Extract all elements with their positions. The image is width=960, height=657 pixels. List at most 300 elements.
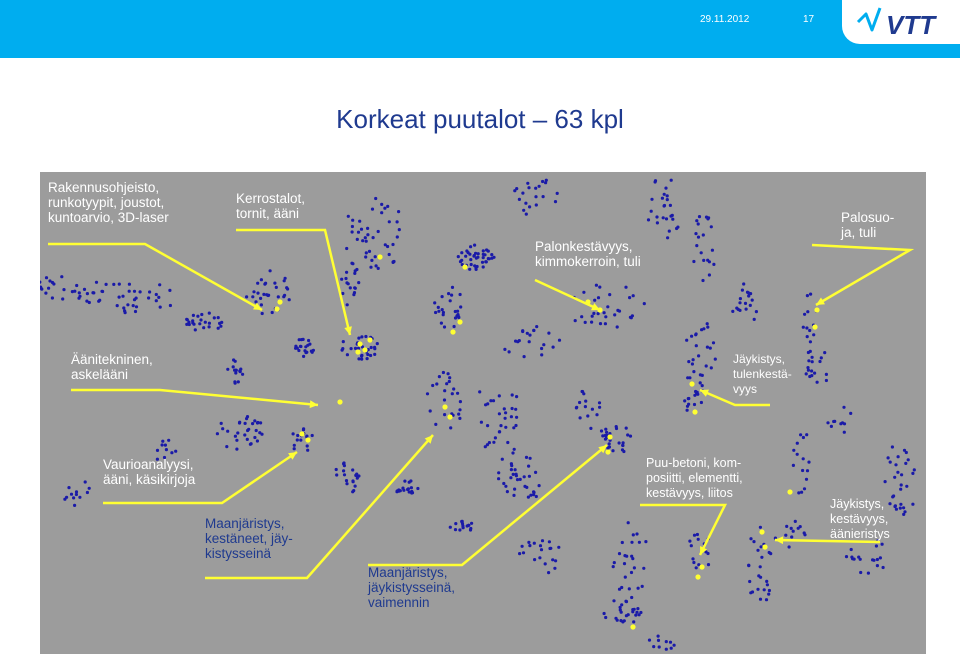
blue-dot — [448, 380, 451, 383]
blue-dot — [690, 335, 693, 338]
blue-dot — [706, 346, 709, 349]
blue-dot — [502, 482, 505, 485]
blue-dot — [803, 487, 806, 490]
blue-dot — [45, 276, 48, 279]
blue-dot — [354, 347, 357, 350]
blue-dot — [342, 462, 345, 465]
blue-dot — [470, 522, 473, 525]
blue-dot — [296, 438, 299, 441]
blue-dot — [551, 558, 554, 561]
blue-dot — [654, 180, 657, 183]
blue-dot — [73, 504, 76, 507]
blue-dot — [443, 413, 446, 416]
blue-dot — [534, 471, 537, 474]
blue-dot — [260, 433, 263, 436]
blue-dot — [532, 493, 535, 496]
blue-dot — [469, 245, 472, 248]
blue-dot — [352, 293, 355, 296]
blue-dot — [275, 286, 278, 289]
blue-dot — [518, 198, 521, 201]
blue-dot — [441, 295, 444, 298]
blue-dot — [805, 372, 808, 375]
blue-dot — [447, 372, 450, 375]
blue-dot — [671, 218, 674, 221]
blue-dot — [218, 322, 221, 325]
blue-dot — [192, 323, 195, 326]
blue-dot — [447, 292, 450, 295]
blue-dot — [813, 372, 816, 375]
blue-dot — [598, 406, 601, 409]
blue-dot — [492, 441, 495, 444]
blue-dot — [525, 456, 528, 459]
blue-dot — [292, 432, 295, 435]
blue-dot — [697, 236, 700, 239]
blue-dot — [365, 240, 368, 243]
blue-dot — [454, 528, 457, 531]
blue-dot — [62, 288, 65, 291]
blue-dot — [95, 281, 98, 284]
blue-dot — [747, 564, 750, 567]
blue-dot — [618, 588, 621, 591]
blue-dot — [522, 551, 525, 554]
blue-dot — [832, 420, 835, 423]
blue-dot — [118, 296, 121, 299]
blue-dot — [168, 289, 171, 292]
blue-dot — [473, 264, 476, 267]
blue-dot — [310, 350, 313, 353]
blue-dot — [98, 299, 101, 302]
blue-dot — [498, 430, 501, 433]
blue-dot — [884, 480, 887, 483]
blue-dot — [529, 457, 532, 460]
blue-dot — [691, 362, 694, 365]
yellow-dot — [277, 299, 282, 304]
blue-dot — [384, 243, 387, 246]
blue-dot — [618, 441, 621, 444]
blue-dot — [234, 371, 237, 374]
blue-dot — [695, 344, 698, 347]
blue-dot — [575, 406, 578, 409]
blue-dot — [480, 421, 483, 424]
blue-dot — [488, 441, 491, 444]
blue-dot — [632, 620, 635, 623]
blue-dot — [625, 600, 628, 603]
blue-dot — [217, 316, 220, 319]
blue-dot — [511, 451, 514, 454]
blue-dot — [638, 613, 641, 616]
blue-dot — [308, 343, 311, 346]
blue-dot — [100, 290, 103, 293]
blue-dot — [513, 448, 516, 451]
blue-dot — [399, 489, 402, 492]
blue-dot — [801, 469, 804, 472]
yellow-dot — [362, 347, 367, 352]
blue-dot — [630, 316, 633, 319]
blue-dot — [346, 353, 349, 356]
blue-dot — [360, 335, 363, 338]
blue-dot — [745, 308, 748, 311]
blue-dot — [603, 311, 606, 314]
blue-dot — [759, 565, 762, 568]
blue-dot — [366, 353, 369, 356]
blue-dot — [533, 542, 536, 545]
blue-dot — [792, 464, 795, 467]
blue-dot — [65, 496, 68, 499]
blue-dot — [519, 478, 522, 481]
blue-dot — [357, 337, 360, 340]
blue-dot — [631, 608, 634, 611]
blue-dot — [534, 187, 537, 190]
blue-dot — [538, 185, 541, 188]
label-palosuoja: Palosuo- ja, tuli — [841, 210, 895, 240]
blue-dot — [711, 249, 714, 252]
blue-dot — [663, 204, 666, 207]
yellow-dot — [762, 544, 767, 549]
blue-dot — [51, 296, 54, 299]
blue-dot — [457, 255, 460, 258]
blue-dot — [88, 487, 91, 490]
blue-dot — [528, 544, 531, 547]
blue-dot — [522, 209, 525, 212]
blue-dot — [467, 524, 470, 527]
blue-dot — [911, 503, 914, 506]
blue-dot — [70, 493, 73, 496]
blue-dot — [802, 326, 805, 329]
blue-dot — [459, 260, 462, 263]
blue-dot — [345, 271, 348, 274]
blue-dot — [485, 260, 488, 263]
blue-dot — [92, 291, 95, 294]
blue-dot — [360, 355, 363, 358]
blue-dot — [352, 480, 355, 483]
blue-dot — [403, 480, 406, 483]
blue-dot — [700, 251, 703, 254]
blue-dot — [364, 236, 367, 239]
blue-dot — [712, 341, 715, 344]
blue-dot — [513, 488, 516, 491]
blue-dot — [512, 473, 515, 476]
label-aanitekninen: Äänitekninen, askelääni — [71, 352, 153, 382]
blue-dot — [661, 197, 664, 200]
blue-dot — [506, 490, 509, 493]
blue-dot — [345, 479, 348, 482]
blue-dot — [71, 290, 74, 293]
blue-dot — [902, 513, 905, 516]
blue-dot — [357, 281, 360, 284]
blue-dot — [383, 207, 386, 210]
blue-dot — [542, 195, 545, 198]
vtt-logo-icon — [842, 0, 960, 44]
blue-dot — [288, 298, 291, 301]
blue-dot — [581, 390, 584, 393]
blue-dot — [521, 545, 524, 548]
blue-dot — [580, 315, 583, 318]
blue-dot — [157, 296, 160, 299]
blue-dot — [850, 548, 853, 551]
blue-dot — [443, 389, 446, 392]
blue-dot — [692, 260, 695, 263]
blue-dot — [806, 310, 809, 313]
yellow-dot — [305, 437, 310, 442]
blue-dot — [434, 311, 437, 314]
blue-dot — [484, 445, 487, 448]
blue-dot — [351, 230, 354, 233]
blue-dot — [755, 310, 758, 313]
blue-dot — [748, 580, 751, 583]
blue-dot — [251, 295, 254, 298]
yellow-dot — [355, 349, 360, 354]
blue-dot — [48, 279, 51, 282]
panel-background — [40, 172, 926, 654]
blue-dot — [591, 408, 594, 411]
blue-dot — [375, 264, 378, 267]
blue-dot — [78, 291, 81, 294]
blue-dot — [606, 305, 609, 308]
blue-dot — [624, 286, 627, 289]
blue-dot — [630, 596, 633, 599]
blue-dot — [803, 313, 806, 316]
blue-dot — [620, 611, 623, 614]
blue-dot — [514, 408, 517, 411]
blue-dot — [826, 421, 829, 424]
blue-dot — [655, 215, 658, 218]
yellow-dot — [630, 624, 635, 629]
blue-dot — [380, 203, 383, 206]
blue-dot — [683, 399, 686, 402]
blue-dot — [739, 297, 742, 300]
blue-dot — [238, 421, 241, 424]
blue-dot — [612, 565, 615, 568]
blue-dot — [635, 532, 638, 535]
blue-dot — [669, 204, 672, 207]
blue-dot — [442, 313, 445, 316]
blue-dot — [785, 525, 788, 528]
slide-date: 29.11.2012 — [700, 14, 750, 25]
blue-dot — [548, 547, 551, 550]
blue-dot — [303, 349, 306, 352]
blue-dot — [159, 306, 162, 309]
blue-dot — [806, 294, 809, 297]
blue-dot — [398, 228, 401, 231]
blue-dot — [632, 294, 635, 297]
blue-dot — [510, 468, 513, 471]
blue-dot — [515, 473, 518, 476]
blue-dot — [593, 299, 596, 302]
blue-dot — [845, 555, 848, 558]
blue-dot — [905, 485, 908, 488]
blue-dot — [299, 345, 302, 348]
blue-dot — [429, 409, 432, 412]
blue-dot — [604, 315, 607, 318]
blue-dot — [796, 442, 799, 445]
blue-dot — [608, 293, 611, 296]
blue-dot — [416, 487, 419, 490]
blue-dot — [589, 427, 592, 430]
blue-dot — [548, 540, 551, 543]
yellow-dot — [367, 337, 372, 342]
blue-dot — [283, 294, 286, 297]
blue-dot — [169, 304, 172, 307]
blue-dot — [196, 315, 199, 318]
blue-dot — [155, 293, 158, 296]
blue-dot — [876, 564, 879, 567]
yellow-dot — [462, 264, 467, 269]
blue-dot — [366, 357, 369, 360]
blue-dot — [241, 373, 244, 376]
blue-dot — [202, 326, 205, 329]
blue-dot — [256, 439, 259, 442]
blue-dot — [811, 356, 814, 359]
blue-dot — [344, 277, 347, 280]
blue-dot — [796, 453, 799, 456]
label-maanjaristys-vaimennin: Maanjäristys, jäykistysseinä, vaimennin — [368, 565, 456, 610]
blue-dot — [377, 267, 380, 270]
blue-dot — [553, 567, 556, 570]
blue-dot — [335, 468, 338, 471]
blue-dot — [524, 202, 527, 205]
blue-dot — [666, 236, 669, 239]
blue-dot — [891, 445, 894, 448]
blue-dot — [465, 249, 468, 252]
blue-dot — [185, 318, 188, 321]
blue-dot — [686, 409, 689, 412]
blue-dot — [630, 541, 633, 544]
blue-dot — [351, 490, 354, 493]
yellow-dot — [450, 329, 455, 334]
blue-dot — [458, 528, 461, 531]
blue-dot — [409, 479, 412, 482]
blue-dot — [364, 255, 367, 258]
blue-dot — [708, 260, 711, 263]
blue-dot — [456, 392, 459, 395]
blue-dot — [341, 292, 344, 295]
blue-dot — [78, 295, 81, 298]
blue-dot — [473, 244, 476, 247]
blue-dot — [299, 439, 302, 442]
header-bar — [0, 0, 960, 58]
blue-dot — [657, 639, 660, 642]
yellow-dot — [274, 306, 279, 311]
blue-dot — [638, 541, 641, 544]
blue-dot — [515, 416, 518, 419]
blue-dot — [749, 304, 752, 307]
blue-dot — [627, 521, 630, 524]
blue-dot — [842, 406, 845, 409]
building-map-panel — [40, 172, 926, 654]
blue-dot — [830, 425, 833, 428]
blue-dot — [236, 431, 239, 434]
blue-dot — [402, 489, 405, 492]
blue-dot — [812, 333, 815, 336]
yellow-dot — [695, 574, 700, 579]
blue-dot — [902, 506, 905, 509]
yellow-dot — [447, 414, 452, 419]
blue-dot — [376, 342, 379, 345]
blue-dot — [893, 476, 896, 479]
blue-dot — [802, 436, 805, 439]
blue-dot — [695, 566, 698, 569]
blue-dot — [621, 444, 624, 447]
blue-dot — [345, 247, 348, 250]
vtt-logo — [842, 0, 960, 44]
blue-dot — [256, 421, 259, 424]
blue-dot — [539, 544, 542, 547]
blue-dot — [707, 563, 710, 566]
blue-dot — [643, 302, 646, 305]
blue-dot — [665, 648, 668, 651]
blue-dot — [353, 286, 356, 289]
blue-dot — [350, 347, 353, 350]
blue-dot — [598, 401, 601, 404]
blue-dot — [664, 187, 667, 190]
blue-dot — [600, 429, 603, 432]
blue-dot — [675, 227, 678, 230]
blue-dot — [650, 210, 653, 213]
blue-dot — [226, 368, 229, 371]
blue-dot — [619, 606, 622, 609]
slide-title: Korkeat puutalot – 63 kpl — [336, 104, 624, 134]
blue-dot — [167, 439, 170, 442]
blue-dot — [260, 278, 263, 281]
blue-dot — [156, 449, 159, 452]
blue-dot — [459, 400, 462, 403]
blue-dot — [805, 326, 808, 329]
blue-dot — [525, 486, 528, 489]
blue-dot — [805, 478, 808, 481]
blue-dot — [535, 325, 538, 328]
blue-dot — [621, 620, 624, 623]
blue-dot — [504, 411, 507, 414]
blue-dot — [219, 325, 222, 328]
blue-dot — [889, 461, 892, 464]
blue-dot — [670, 179, 673, 182]
blue-dot — [122, 306, 125, 309]
blue-dot — [665, 217, 668, 220]
blue-dot — [293, 444, 296, 447]
blue-dot — [388, 253, 391, 256]
blue-dot — [590, 321, 593, 324]
blue-dot — [533, 558, 536, 561]
blue-dot — [75, 493, 78, 496]
blue-dot — [714, 358, 717, 361]
blue-dot — [765, 598, 768, 601]
blue-dot — [767, 593, 770, 596]
blue-dot — [226, 430, 229, 433]
blue-dot — [760, 545, 763, 548]
blue-dot — [693, 534, 696, 537]
blue-dot — [501, 458, 504, 461]
blue-dot — [259, 297, 262, 300]
blue-dot — [483, 253, 486, 256]
blue-dot — [582, 291, 585, 294]
blue-dot — [518, 552, 521, 555]
blue-dot — [695, 332, 698, 335]
blue-dot — [648, 639, 651, 642]
blue-dot — [731, 310, 734, 313]
blue-dot — [900, 473, 903, 476]
blue-dot — [647, 218, 650, 221]
blue-dot — [701, 384, 704, 387]
blue-dot — [805, 433, 808, 436]
blue-dot — [695, 244, 698, 247]
blue-dot — [449, 526, 452, 529]
blue-dot — [900, 483, 903, 486]
blue-dot — [799, 525, 802, 528]
blue-dot — [246, 429, 249, 432]
blue-dot — [742, 282, 745, 285]
blue-dot — [259, 421, 262, 424]
blue-dot — [302, 427, 305, 430]
